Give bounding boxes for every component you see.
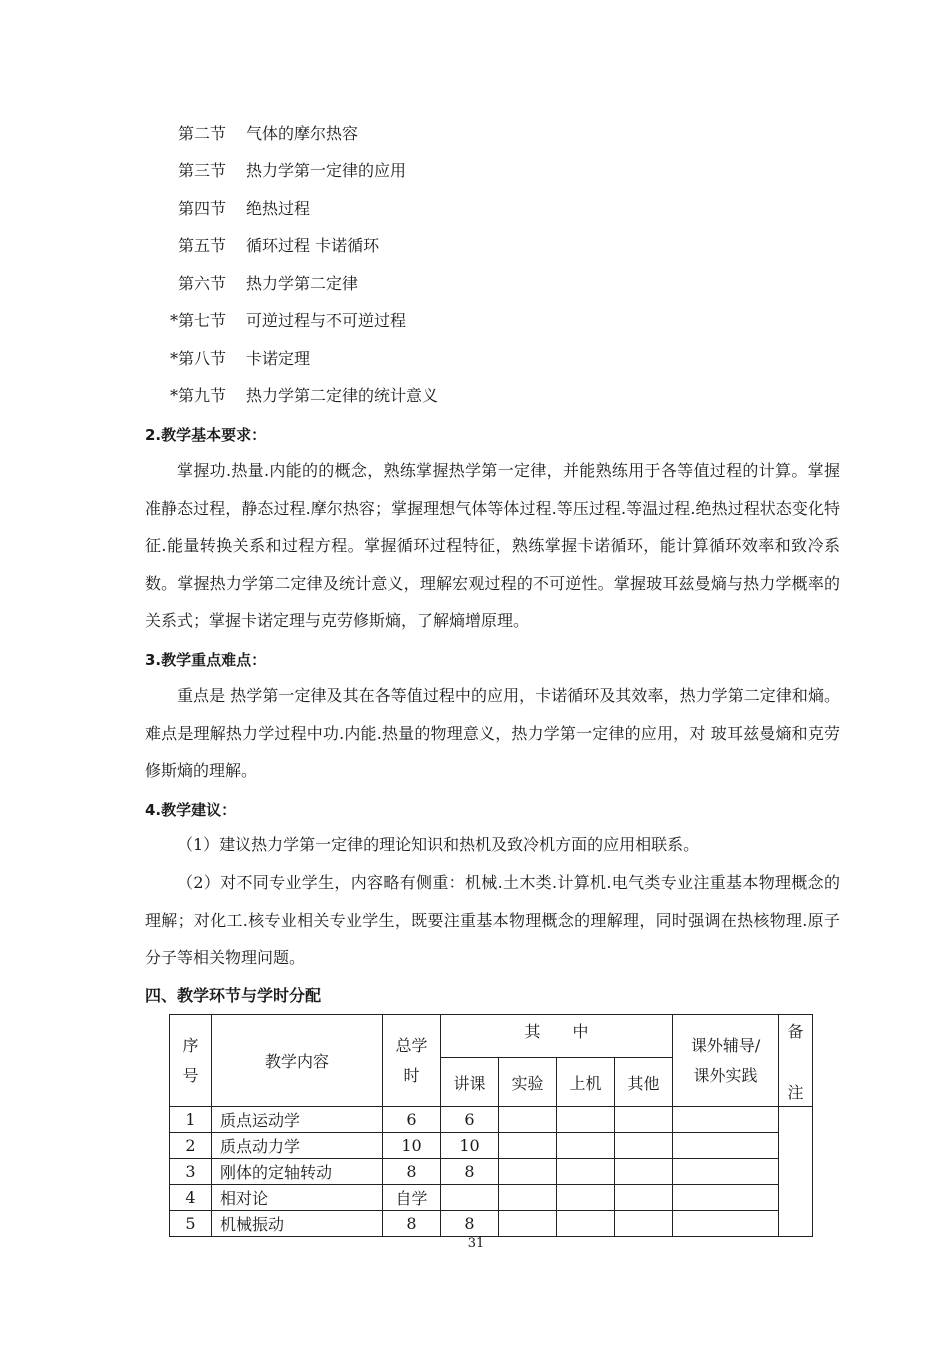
cell-other xyxy=(615,1107,673,1133)
section-item xyxy=(178,274,359,294)
table-row xyxy=(170,1107,813,1133)
section-title: 气体的摩尔热容 xyxy=(246,124,359,143)
cell-extra xyxy=(673,1159,779,1185)
header-lecture: 讲课 xyxy=(441,1058,499,1107)
header-seq-line2: 号 xyxy=(182,1065,199,1085)
suggestion-item-1: （1）建议热力学第一定律的理论知识和热机及致冷机方面的应用相联系。 xyxy=(177,835,700,854)
table-header-row xyxy=(170,1015,813,1058)
section-title: 热力学第二定律的统计意义 xyxy=(246,386,439,405)
header-extra xyxy=(673,1015,779,1107)
cell-content: 刚体的定轴转动 xyxy=(212,1159,383,1185)
section-number: 第五节 xyxy=(178,236,227,255)
header-seq xyxy=(170,1015,212,1107)
section-number: 第二节 xyxy=(178,124,227,143)
cell-total: 自学 xyxy=(383,1185,441,1211)
key-points-paragraph: 重点是 热学第一定律及其在各等值过程中的应用，卡诺循环及其效率，热力学第二定律和熵。难点是理解热力学过程中功.内能.热量的物理意义，热力学第一定律的应用，对 玻耳兹曼熵和克劳修斯熵的理解。 xyxy=(145,686,840,780)
cell-other xyxy=(615,1211,673,1237)
cell-lab xyxy=(499,1133,557,1159)
section-title: 热力学第一定律的应用 xyxy=(246,161,407,180)
cell-total: 6 xyxy=(383,1107,441,1133)
cell-lab xyxy=(499,1107,557,1133)
cell-total: 8 xyxy=(383,1159,441,1185)
table-row xyxy=(170,1185,813,1211)
cell-extra xyxy=(673,1211,779,1237)
header-lab: 实验 xyxy=(499,1058,557,1107)
page-number: 31 xyxy=(467,1236,485,1251)
header-content: 教学内容 xyxy=(212,1015,383,1107)
cell-lab xyxy=(499,1159,557,1185)
cell-extra xyxy=(673,1133,779,1159)
section-number: *第七节 xyxy=(170,311,227,330)
header-total xyxy=(383,1015,441,1107)
header-extra-line1: 课外辅导/ xyxy=(690,1035,761,1055)
table-row xyxy=(170,1133,813,1159)
allocation-table xyxy=(169,1014,813,1237)
section-number: 第三节 xyxy=(178,161,227,180)
cell-total: 8 xyxy=(383,1211,441,1237)
section-item xyxy=(178,124,359,144)
section-title: 可逆过程与不可逆过程 xyxy=(246,311,407,330)
suggestions-heading: 4.教学建议： xyxy=(145,801,237,819)
cell-extra xyxy=(673,1185,779,1211)
section-title: 卡诺定理 xyxy=(246,349,311,368)
requirements-heading: 2.教学基本要求： xyxy=(145,426,267,444)
cell-computer xyxy=(557,1107,615,1133)
cell-lecture: 6 xyxy=(441,1107,499,1133)
table-row xyxy=(170,1159,813,1185)
allocation-heading: 四、教学环节与学时分配 xyxy=(145,986,322,1005)
header-note xyxy=(779,1015,813,1107)
header-extra-line2: 课外实践 xyxy=(693,1065,758,1085)
cell-seq: 4 xyxy=(170,1185,212,1211)
cell-lecture: 8 xyxy=(441,1159,499,1185)
section-number: 第四节 xyxy=(178,199,227,218)
cell-other xyxy=(615,1185,673,1211)
section-item xyxy=(170,386,439,406)
header-computer: 上机 xyxy=(557,1058,615,1107)
cell-lecture: 8 xyxy=(441,1211,499,1237)
section-item xyxy=(178,161,407,181)
section-item xyxy=(170,311,407,331)
requirements-paragraph: 掌握功.热量.内能的的概念，熟练掌握热学第一定律，并能熟练用于各等值过程的计算。掌握准静态过程，静态过程.摩尔热容；掌握理想气体等体过程.等压过程.等温过程.绝热过程状态变化特征.能量转换关系和过程方程。掌握循环过程特征，熟练掌握卡诺循环，能计算循环效率和致冷系数。掌握热力学第二定律及统计意义，理解宏观过程的不可逆性。掌握玻耳兹曼熵与热力学概率的关系式；掌握卡诺定理与克劳修斯熵，了解熵增原理。 xyxy=(145,461,840,630)
cell-content: 机械振动 xyxy=(212,1211,383,1237)
cell-content: 质点动力学 xyxy=(212,1133,383,1159)
section-item xyxy=(178,199,311,219)
section-title: 绝热过程 xyxy=(246,199,311,218)
cell-content: 质点运动学 xyxy=(212,1107,383,1133)
cell-computer xyxy=(557,1211,615,1237)
header-seq-line1: 序 xyxy=(182,1035,199,1055)
cell-lab xyxy=(499,1185,557,1211)
cell-lecture: 10 xyxy=(441,1133,499,1159)
cell-seq: 3 xyxy=(170,1159,212,1185)
table-row xyxy=(170,1211,813,1237)
header-total-line1: 总学 xyxy=(395,1035,428,1055)
header-note-line1: 备 xyxy=(787,1021,804,1041)
header-among: 其 中 xyxy=(441,1015,673,1058)
header-total-line2: 时 xyxy=(403,1065,420,1085)
cell-computer xyxy=(557,1185,615,1211)
cell-other xyxy=(615,1159,673,1185)
cell-seq: 1 xyxy=(170,1107,212,1133)
cell-content: 相对论 xyxy=(212,1185,383,1211)
section-item xyxy=(170,349,311,369)
section-number: *第九节 xyxy=(170,386,227,405)
cell-seq: 2 xyxy=(170,1133,212,1159)
cell-lecture xyxy=(441,1185,499,1211)
cell-total: 10 xyxy=(383,1133,441,1159)
cell-extra xyxy=(673,1107,779,1133)
section-number: *第八节 xyxy=(170,349,227,368)
suggestion-item-2: （2）对不同专业学生，内容略有侧重：机械.土木类.计算机.电气类专业注重基本物理概念的理解；对化工.核专业相关专业学生，既要注重基本物理概念的理解理，同时强调在热核物理.原子分子等相关物理问题。 xyxy=(145,873,840,967)
cell-lab xyxy=(499,1211,557,1237)
header-other: 其他 xyxy=(615,1058,673,1107)
section-item xyxy=(178,236,380,256)
cell-note xyxy=(779,1107,813,1237)
cell-computer xyxy=(557,1159,615,1185)
section-title: 热力学第二定律 xyxy=(246,274,359,293)
key-points-heading: 3.教学重点难点： xyxy=(145,651,267,669)
cell-computer xyxy=(557,1133,615,1159)
header-note-line2: 注 xyxy=(787,1082,804,1102)
section-number: 第六节 xyxy=(178,274,227,293)
cell-seq: 5 xyxy=(170,1211,212,1237)
section-title: 循环过程 卡诺循环 xyxy=(246,236,380,255)
cell-other xyxy=(615,1133,673,1159)
